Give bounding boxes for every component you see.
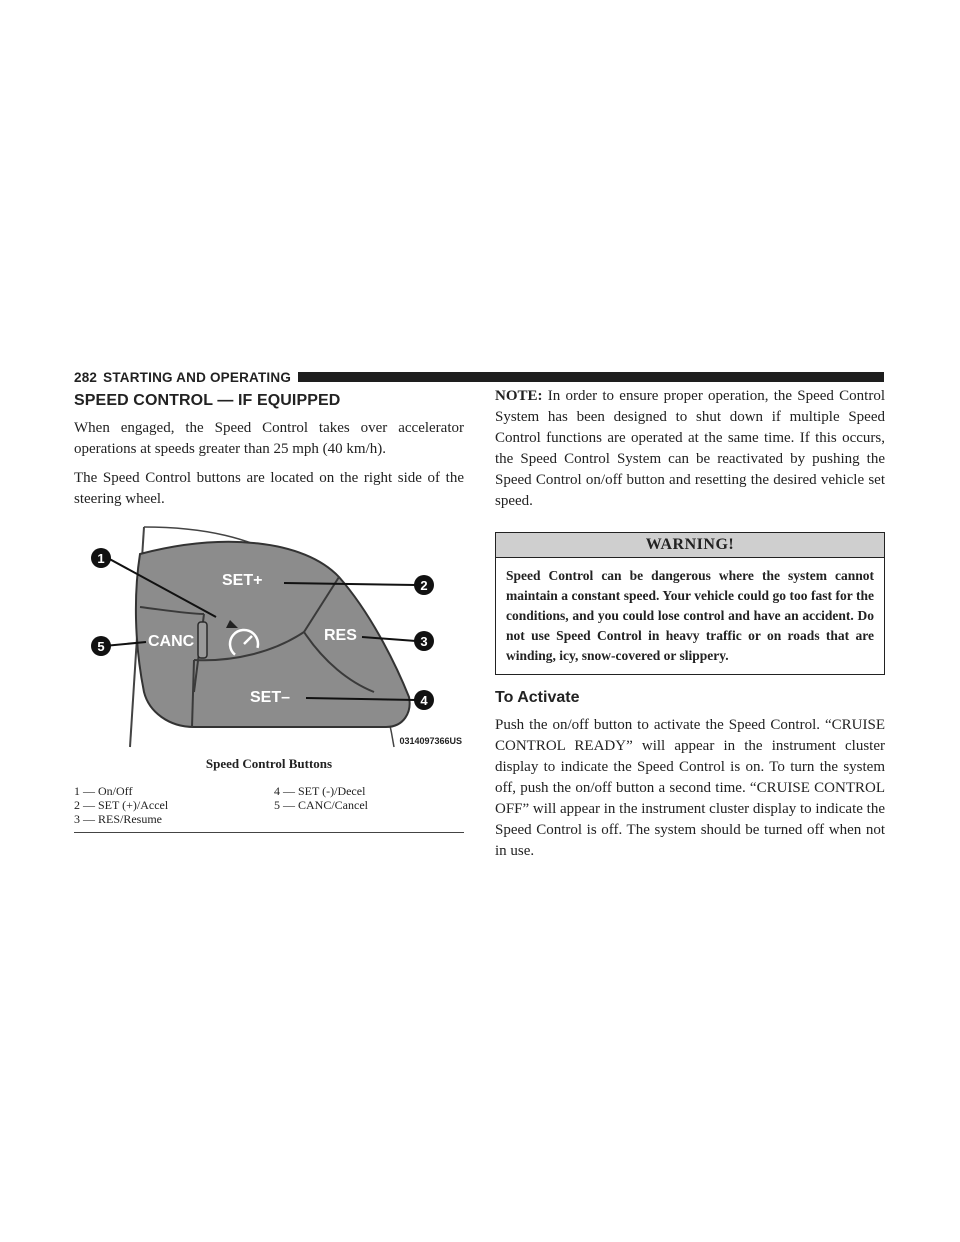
callout-1: 1	[97, 551, 105, 566]
warning-title: WARNING!	[496, 533, 884, 558]
right-column	[495, 386, 885, 862]
subsection-title: To Activate	[495, 689, 580, 706]
running-section-title: STARTING AND OPERATING	[103, 369, 292, 385]
legend-item: 2 — SET (+)/Accel	[74, 798, 169, 812]
header-rule	[298, 372, 884, 382]
intro-paragraph: When engaged, the Speed Control takes over accelerator operations at speeds greater than 25 mph (40 km/h).	[74, 420, 464, 457]
canc-label: CANC	[148, 633, 195, 650]
set-plus-label: SET+	[222, 572, 263, 589]
legend-item: 1 — On/Off	[74, 784, 133, 798]
set-minus-label: SET–	[250, 689, 291, 706]
location-paragraph: The Speed Control buttons are located on the right side of the steering wheel.	[74, 470, 464, 507]
section-title: SPEED CONTROL — IF EQUIPPED	[74, 392, 341, 409]
warning-text: Speed Control can be dangerous where the system cannot maintain a constant speed. Your vehicle could go too fast for the conditions, and you could lose control and have an accident. Do not use Speed Control in heavy traffic or on roads that are winding, icy, snow-covered or slippery.	[506, 568, 874, 663]
page-number: 282	[74, 369, 98, 385]
legend-item: 4 — SET (-)/Decel	[274, 784, 366, 798]
figure-caption: Speed Control Buttons	[205, 756, 333, 771]
left-column	[74, 392, 464, 833]
callout-5: 5	[97, 639, 105, 654]
note-text: In order to ensure proper operation, the Speed Control System has been designed to shut down if multiple Speed Control functions are operated at the same time. If this occurs, the Speed Control System can be reactivated by pushing the Speed Control on/off button and resetting the desired vehicle set speed.	[495, 388, 885, 509]
figure-legend	[74, 784, 464, 826]
legend-item: 3 — RES/Resume	[74, 812, 163, 826]
note-paragraph	[495, 386, 885, 512]
res-label: RES	[324, 627, 357, 644]
figure-code: 0314097366US	[399, 736, 462, 746]
callout-4: 4	[420, 693, 428, 708]
callout-2: 2	[420, 578, 428, 593]
callout-3: 3	[420, 634, 428, 649]
steering-wheel-buttons-illustration	[74, 522, 464, 752]
legend-item: 5 — CANC/Cancel	[274, 798, 368, 812]
activate-paragraph: Push the on/off button to activate the Speed Control. “CRUISE CONTROL READY” will appear in the instrument cluster display to indicate the Speed Control is on. To turn the system off, push the on/off button a second time. “CRUISE CONTROL OFF” will appear in the instrument cluster display to indicate the Speed Control is off. The system should be turned off when not in use.	[495, 717, 885, 859]
figure-rule	[74, 832, 464, 833]
speed-control-figure	[74, 522, 464, 752]
warning-box	[495, 532, 885, 675]
page-header	[74, 369, 884, 385]
note-label: NOTE:	[495, 388, 543, 404]
